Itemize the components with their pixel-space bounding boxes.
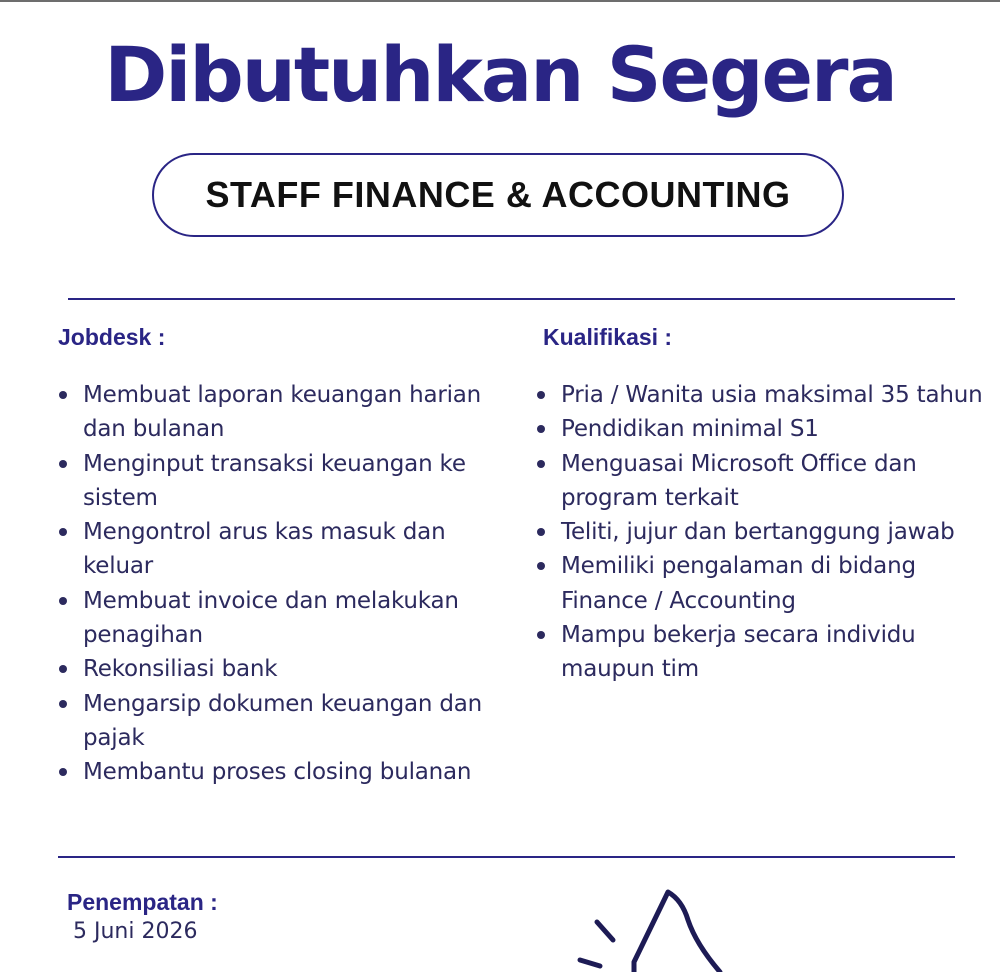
jobdesk-item [58,687,498,756]
jobdesk-list [58,378,498,790]
jobdesk-item-text: Membuat invoice dan melakukan penagihan [83,587,459,649]
bullet-icon [59,460,67,468]
kualifikasi-item-text: Mampu bekerja secara individu maupun tim [561,622,916,683]
bullet-icon [59,528,67,536]
jobdesk-item-text: Mengarsip dokumen keuangan dan pajak [83,690,483,751]
bullet-icon [59,391,67,399]
bullet-icon [537,631,545,639]
jobdesk-item [58,515,498,584]
megaphone-icon [560,880,760,972]
jobdesk-heading: Jobdesk : [58,324,166,350]
jobdesk-item-text: Menginput transaksi keuangan ke sistem [83,450,466,511]
kualifikasi-item-text: Teliti, jujur dan bertanggung jawab [561,519,955,546]
kualifikasi-item [536,378,996,412]
kualifikasi-item [536,549,996,618]
penempatan-value: 5 Juni 2026 [73,919,198,944]
bullet-icon [59,665,67,673]
position-title: STAFF FINANCE & ACCOUNTING [205,174,791,215]
kualifikasi-item [536,618,996,687]
jobdesk-item-text: Membantu proses closing bulanan [83,759,472,786]
jobdesk-item [58,447,498,516]
jobdesk-item [58,378,498,447]
bullet-icon [537,528,545,536]
jobdesk-item [58,652,498,686]
kualifikasi-heading: Kualifikasi : [543,324,673,350]
kualifikasi-list [536,378,996,687]
jobdesk-item [58,755,498,789]
bullet-icon [59,597,67,605]
jobdesk-item [58,584,498,653]
kualifikasi-item-text: Memiliki pengalaman di bidang Finance / Accounting [561,553,916,614]
headline: Dibutuhkan Segera [104,30,896,119]
top-border [0,0,1000,2]
jobdesk-item-text: Membuat laporan keuangan harian dan bulanan [83,382,482,443]
kualifikasi-item [536,447,996,516]
position-title-pill [152,153,844,237]
kualifikasi-item-text: Pria / Wanita usia maksimal 35 tahun [561,382,983,408]
bullet-icon [537,391,545,399]
bullet-icon [537,425,545,433]
jobdesk-item-text: Rekonsiliasi bank [83,656,278,683]
bullet-icon [537,562,545,570]
kualifikasi-item [536,412,996,446]
penempatan-heading: Penempatan : [67,889,218,915]
bullet-icon [537,460,545,468]
bullet-icon [59,768,67,776]
kualifikasi-item-text: Menguasai Microsoft Office dan program terkait [561,450,917,511]
jobdesk-item-text: Mengontrol arus kas masuk dan keluar [83,519,446,580]
divider-top [68,298,955,300]
kualifikasi-item [536,515,996,549]
divider-bottom [58,856,955,858]
kualifikasi-item-text: Pendidikan minimal S1 [561,416,819,443]
bullet-icon [59,700,67,708]
